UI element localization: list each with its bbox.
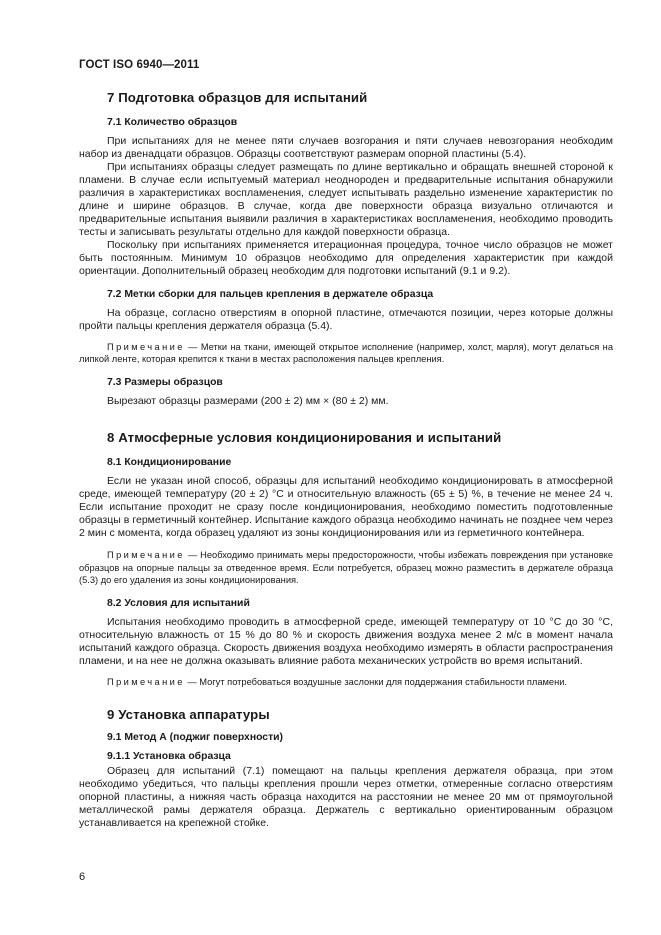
document-body bbox=[79, 90, 613, 831]
note-label: Примечание bbox=[107, 341, 185, 352]
section-7-2-heading: 7.2 Метки сборки для пальцев крепления в держателе образца bbox=[107, 288, 434, 300]
note-label: Примечание bbox=[107, 550, 185, 561]
section-9-1-1-para-1: Образец для испытаний (7.1) помещают на пальцы крепления держателя образца, при этом необходимо убедиться, что пальцы крепления прошли через отметки, отмеренные согласно отверстиям опорной пластины, а нижняя часть образца находится на расстоянии не менее 20 мм от прямоугольной металлической рамы держателя образца. Держатель с вертикально ориентированным образцом устанавливается на крепежной стойке. bbox=[79, 765, 613, 830]
section-7-2-para-1: На образце, согласно отверстиям в опорной пластине, отмечаются позиции, через которые должны пройти пальцы крепления держателя образца (5.4). bbox=[79, 306, 613, 332]
running-header: ГОСТ ISO 6940—2011 bbox=[79, 59, 200, 71]
section-9-heading: 9 Установка аппаратуры bbox=[107, 707, 270, 723]
section-7-1-para-2: При испытаниях образцы следует размещать по длине вертикально и обращать внешней стороной к пламени. В случае если испытуемый материал неоднороден и предварительные испытания обнаружили различия в характеристиках воспламенения, следует испытывать раздельно изменение характеристик по длине и ширине образцов. В случае, когда две поверхности образца визуально отличаются и предварительные испытания выявили различия в характеристиках воспламенения, необходимо проводить тесты и записывать результаты отдельно для каждой поверхности образца. bbox=[79, 161, 613, 239]
section-7-heading: 7 Подготовка образцов для испытаний bbox=[107, 90, 368, 105]
section-7-2-note bbox=[79, 341, 613, 365]
section-7-1-heading: 7.1 Количество образцов bbox=[107, 117, 238, 128]
note-text: — Необходимо принимать меры предосторожности, чтобы избежать повреждения при установке образцов на опорные пальцы за отведенное время. Если потребуется, образец можно разместить в держателе образца (5.3) до его удаления из зоны кондиционирования. bbox=[79, 550, 613, 585]
section-8-2-heading: 8.2 Условия для испытаний bbox=[107, 597, 250, 609]
section-8-2-note bbox=[79, 676, 613, 688]
section-8-1-para-1: Если не указан иной способ, образцы для испытаний необходимо кондиционировать в атмосферной среде, имеющей температуру (20 ± 2) °С и относительную влажность (65 ± 5) %, в течение не менее 24 ч. Если испытание проходит не сразу после кондиционирования, необходимо поместить подготовленные образцы в герметичный контейнер. Испытание каждого образца необходимо начинать не позднее чем через 2 мин с момента, когда образец удаляют из зоны кондиционирования или из герметичного контейнера. bbox=[79, 475, 613, 540]
section-7-3-heading: 7.3 Размеры образцов bbox=[107, 377, 223, 389]
note-text: — Метки на ткани, имеющей открытое исполнение (например, холст, марля), могут делаться на липкой ленте, которая крепится к ткани в местах расположения пальцев крепления. bbox=[79, 341, 613, 364]
section-7-3-para-1: Вырезают образцы размерами (200 ± 2) мм × (80 ± 2) мм. bbox=[107, 395, 389, 408]
note-label: Примечание bbox=[107, 677, 185, 688]
section-8-1-heading: 8.1 Кондиционирование bbox=[107, 457, 232, 469]
section-8-1-note bbox=[79, 549, 613, 586]
section-7-1-para-3: Поскольку при испытаниях применяется итерационная процедура, точное число образцов не может быть постоянным. Минимум 10 образцов необходимо для определения характеристик при каждой ориентации. Дополнительный образец необходим для подготовки испытаний (9.1 и 9.2). bbox=[79, 239, 613, 278]
section-8-2-para-1: Испытания необходимо проводить в атмосферной среде, имеющей температуру от 10 °С до 30 °С, относительную влажность от 15 % до 80 % и скорость движения воздуха менее 2 м/с в момент начала испытаний каждого образца. Скорость движения воздуха необходимо измерять в области распространения пламени, и на нее не должна оказывать влияние работа механических устройств во время испытаний. bbox=[79, 615, 613, 668]
page-number: 6 bbox=[79, 871, 86, 883]
section-9-1-heading: 9.1 Метод А (поджиг поверхности) bbox=[107, 732, 284, 744]
section-9-1-1-heading: 9.1.1 Установка образца bbox=[107, 751, 231, 763]
section-7-1-para-1: При испытаниях для не менее пяти случаев возгорания и пяти случаев невозгорания необходим набор из двенадцати образцов. Образцы соответствуют размерам опорной пластины (5.4). bbox=[79, 135, 613, 161]
section-8-heading: 8 Атмосферные условия кондиционирования и испытаний bbox=[107, 430, 502, 446]
note-text: — Могут потребоваться воздушные заслонки для поддержания стабильности пламени. bbox=[184, 677, 567, 688]
